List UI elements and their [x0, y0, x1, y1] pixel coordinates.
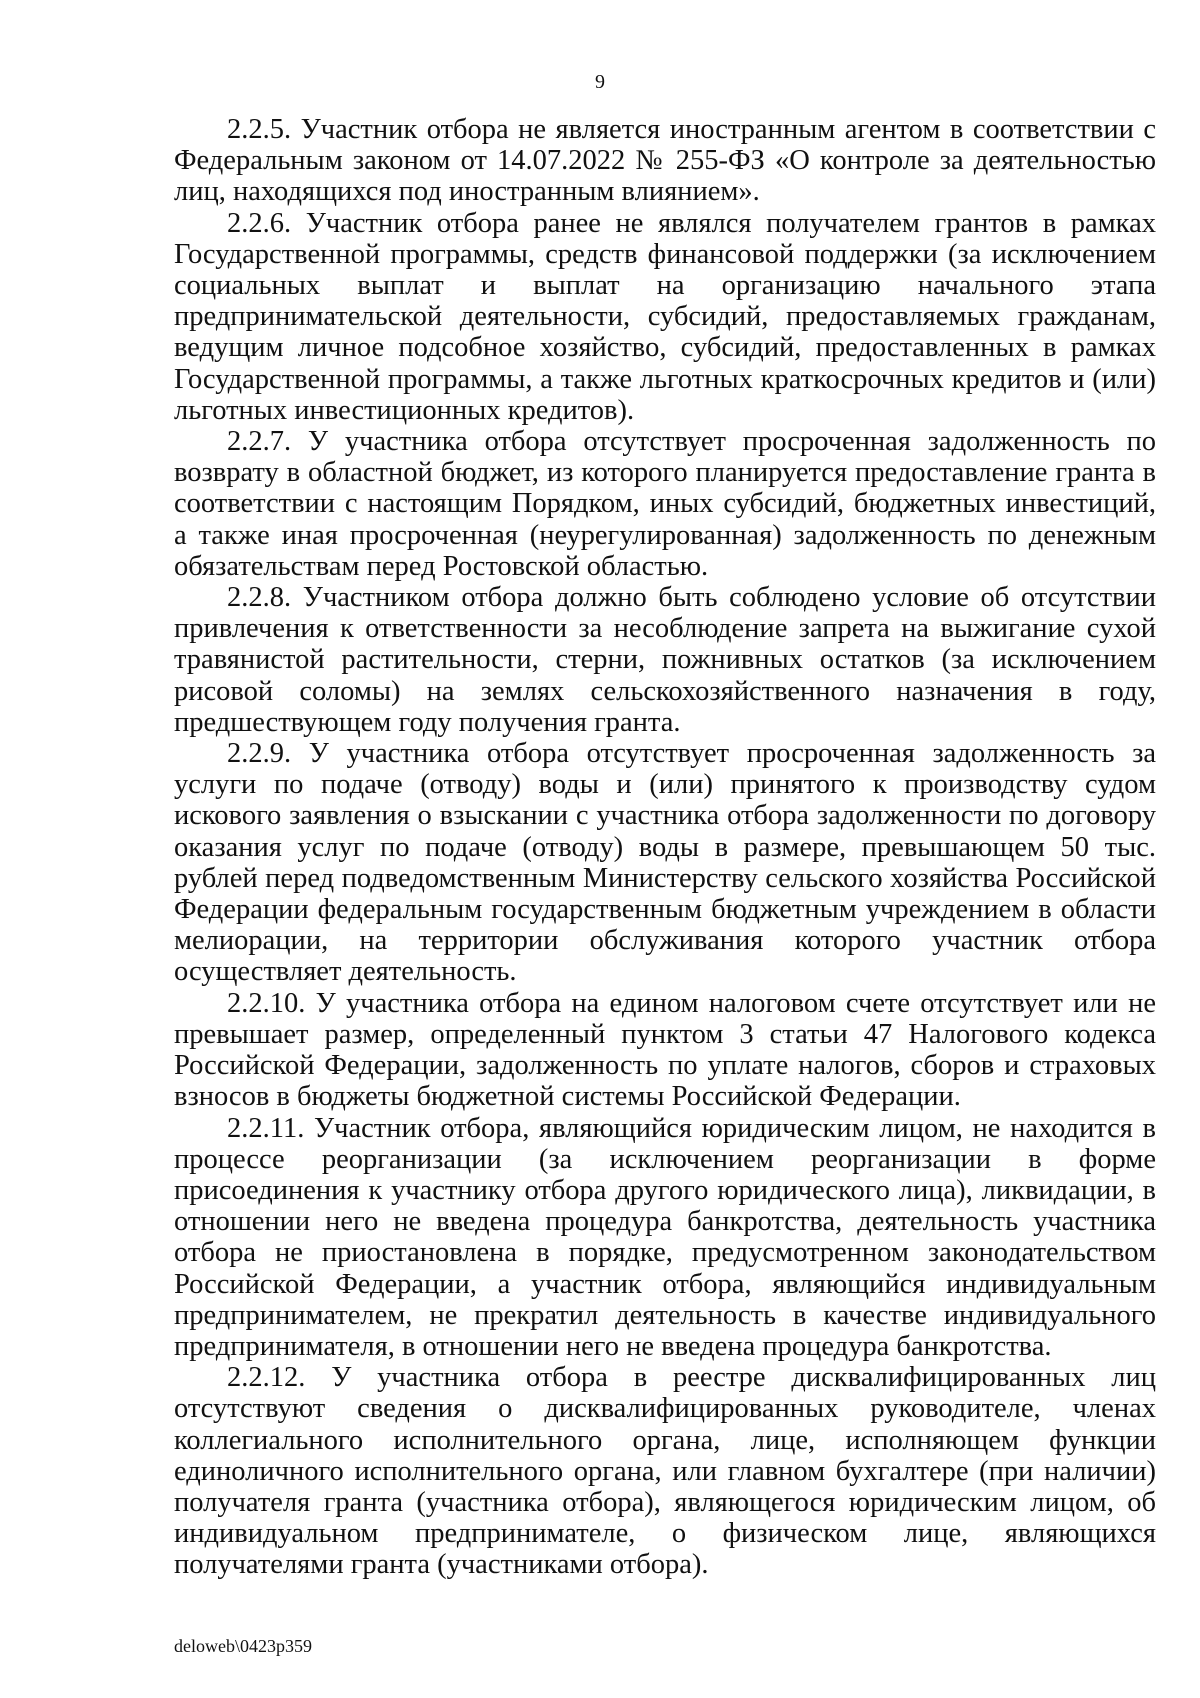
- paragraph-2-2-8: 2.2.8. Участником отбора должно быть соблюдено условие об отсутствии привлечения к ответственности за несоблюдение запрета на выжигание сухой травянистой растительности, стерни, пожнивных остатков (за исключением рисовой соломы) на землях сельскохозяйственного назначения в году, предшествующем году получения гранта.: [174, 582, 1156, 738]
- paragraph-2-2-11: 2.2.11. Участник отбора, являющийся юридическим лицом, не находится в процессе реорганизации (за исключением реорганизации в форме присоединения к участнику отбора другого юридического лица), ликвидации, в отношении него не введена процедура банкротства, деятельность участника отбора не приостановлена в порядке, предусмотренном законодательством Российской Федерации, а участник отбора, являющийся индивидуальным предпринимателем, не прекратил деятельность в качестве индивидуального предпринимателя, в отношении него не введена процедура банкротства.: [174, 1112, 1156, 1362]
- paragraph-2-2-12: 2.2.12. У участника отбора в реестре дисквалифицированных лиц отсутствуют сведения о дисквалифицированных руководителе, членах коллегиального исполнительного органа, лице, исполняющем функции единоличного исполнительного органа, или главном бухгалтере (при наличии) получателя гранта (участника отбора), являющегося юридическим лицом, об индивидуальном предпринимателе, о физическом лице, являющихся получателями гранта (участниками отбора).: [174, 1362, 1156, 1581]
- paragraph-2-2-5: 2.2.5. Участник отбора не является иностранным агентом в соответствии с Федеральным законом от 14.07.2022 № 255-ФЗ «О контроле за деятельностью лиц, находящихся под иностранным влиянием».: [174, 114, 1156, 208]
- paragraph-2-2-10: 2.2.10. У участника отбора на едином налоговом счете отсутствует или не превышает размер, определенный пунктом 3 статьи 47 Налогового кодекса Российской Федерации, задолженность по уплате налогов, сборов и страховых взносов в бюджеты бюджетной системы Российской Федерации.: [174, 987, 1156, 1113]
- page-number: 9: [595, 71, 605, 93]
- paragraph-2-2-9: 2.2.9. У участника отбора отсутствует просроченная задолженность за услуги по подаче (отводу) воды и (или) принятого к производству судом искового заявления о взыскании с участника отбора задолженности по договору оказания услуг по подаче (отводу) воды в размере, превышающем 50 тыс. рублей перед подведомственным Министерству сельского хозяйства Российской Федерации федеральным государственным бюджетным учреждением в области мелиорации, на территории обслуживания которого участник отбора осуществляет деятельность.: [174, 738, 1156, 988]
- document-body: [174, 114, 1156, 1581]
- document-footer-code: deloweb\0423p359: [174, 1636, 312, 1656]
- paragraph-2-2-7: 2.2.7. У участника отбора отсутствует просроченная задолженность по возврату в областной бюджет, из которого планируется предоставление гранта в соответствии с настоящим Порядком, иных субсидий, бюджетных инвестиций, а также иная просроченная (неурегулированная) задолженность по денежным обязательствам перед Ростовской областью.: [174, 426, 1156, 582]
- paragraph-2-2-6: 2.2.6. Участник отбора ранее не являлся получателем грантов в рамках Государственной программы, средств финансовой поддержки (за исключением социальных выплат и выплат на организацию начального этапа предпринимательской деятельности, субсидий, предоставляемых гражданам, ведущим личное подсобное хозяйство, субсидий, предоставленных в рамках Государственной программы, а также льготных краткосрочных кредитов и (или) льготных инвестиционных кредитов).: [174, 207, 1156, 426]
